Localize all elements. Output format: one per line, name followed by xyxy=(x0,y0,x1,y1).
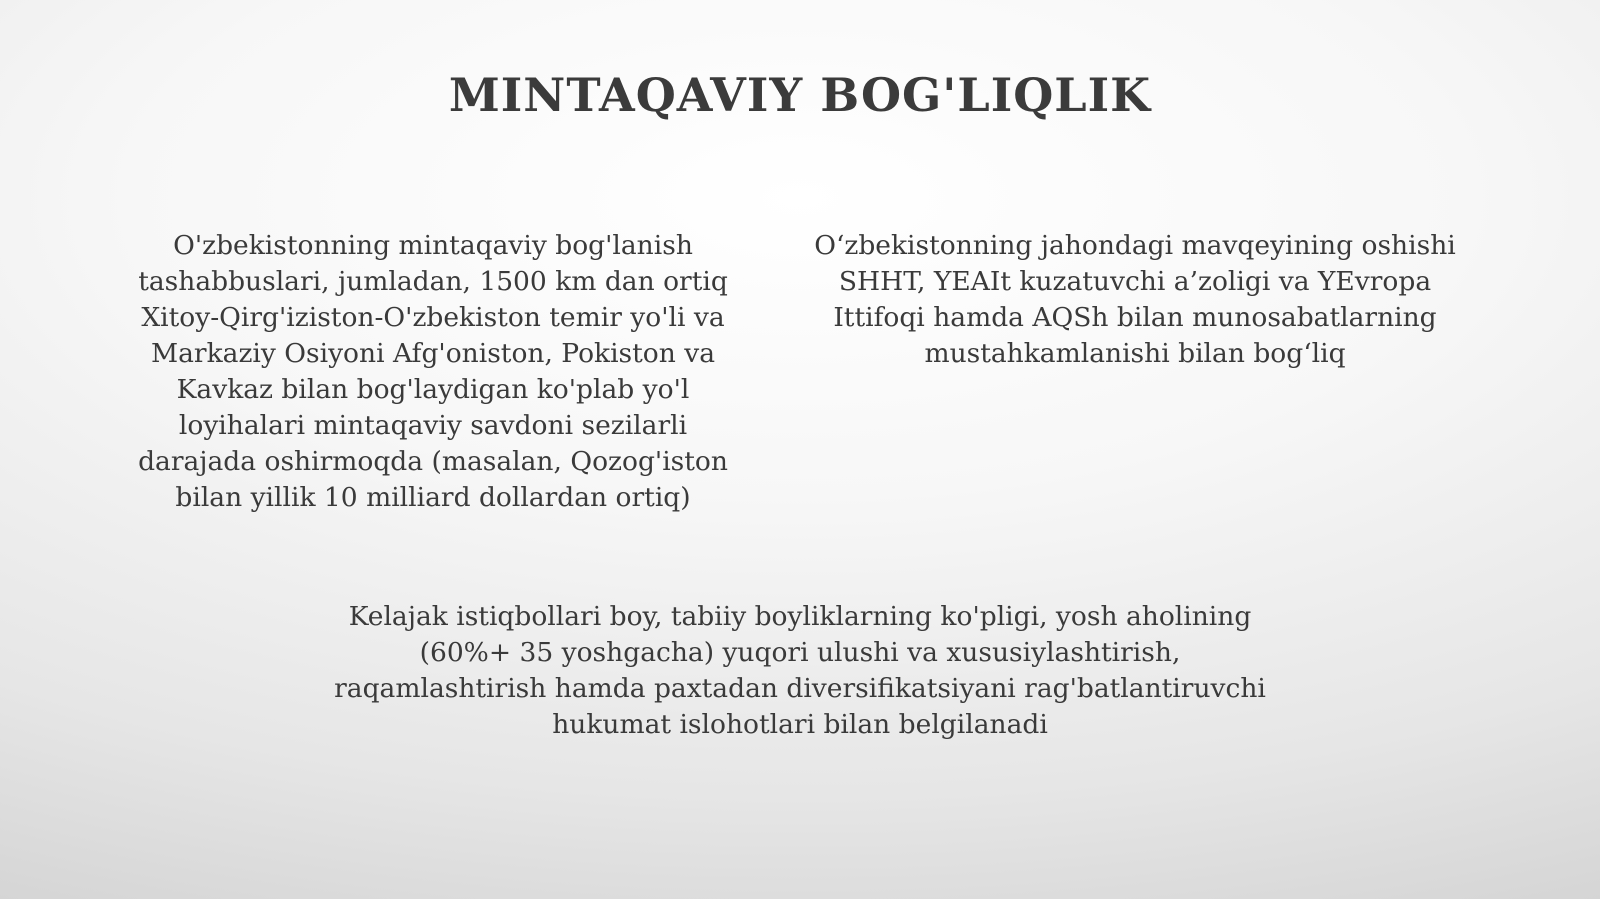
left-text-line: O'zbekistonning mintaqaviy bog'lanish xyxy=(173,230,693,261)
left-text-line: Kavkaz bilan bog'laydigan ko'plab yo'l xyxy=(176,374,690,405)
left-text-block xyxy=(108,228,758,516)
right-text-line: O‘zbekistonning jahondagi mavqeyining oshishi xyxy=(814,230,1456,261)
right-text-line: SHHT, YEAIt kuzatuvchi a’zoligi va YEvropa xyxy=(838,266,1432,297)
left-text-line: loyihalari mintaqaviy savdoni sezilarli xyxy=(178,410,688,441)
bottom-text-line: Kelajak istiqbollari boy, tabiiy boyliklarning ko'pligi, yosh aholining xyxy=(348,601,1252,632)
left-text-line: bilan yillik 10 milliard dollardan ortiq) xyxy=(175,482,691,513)
slide-title: MINTAQAVIY BOG'LIQLIK xyxy=(448,68,1152,122)
right-text-block xyxy=(780,228,1490,372)
right-text-line: mustahkamlanishi bilan bog‘liq xyxy=(924,338,1346,369)
bottom-text-line: raqamlashtirish hamda paxtadan diversifikatsiyani rag'batlantiruvchi xyxy=(334,673,1266,704)
left-text-line: Markaziy Osiyoni Afg'oniston, Pokiston va xyxy=(150,338,716,369)
right-text-line: Ittifoqi hamda AQSh bilan munosabatlarning xyxy=(833,302,1437,333)
left-text-line: Xitoy-Qirg'iziston-O'zbekiston temir yo'li va xyxy=(141,302,725,333)
bottom-text-line: (60%+ 35 yoshgacha) yuqori ulushi va xususiylashtirish, xyxy=(419,637,1181,668)
left-text-line: tashabbuslari, jumladan, 1500 km dan ortiq xyxy=(138,266,728,297)
left-text-line: darajada oshirmoqda (masalan, Qozog'iston xyxy=(138,446,728,477)
bottom-text-line: hukumat islohotlari bilan belgilanadi xyxy=(552,709,1048,740)
bottom-text-block xyxy=(280,599,1320,743)
